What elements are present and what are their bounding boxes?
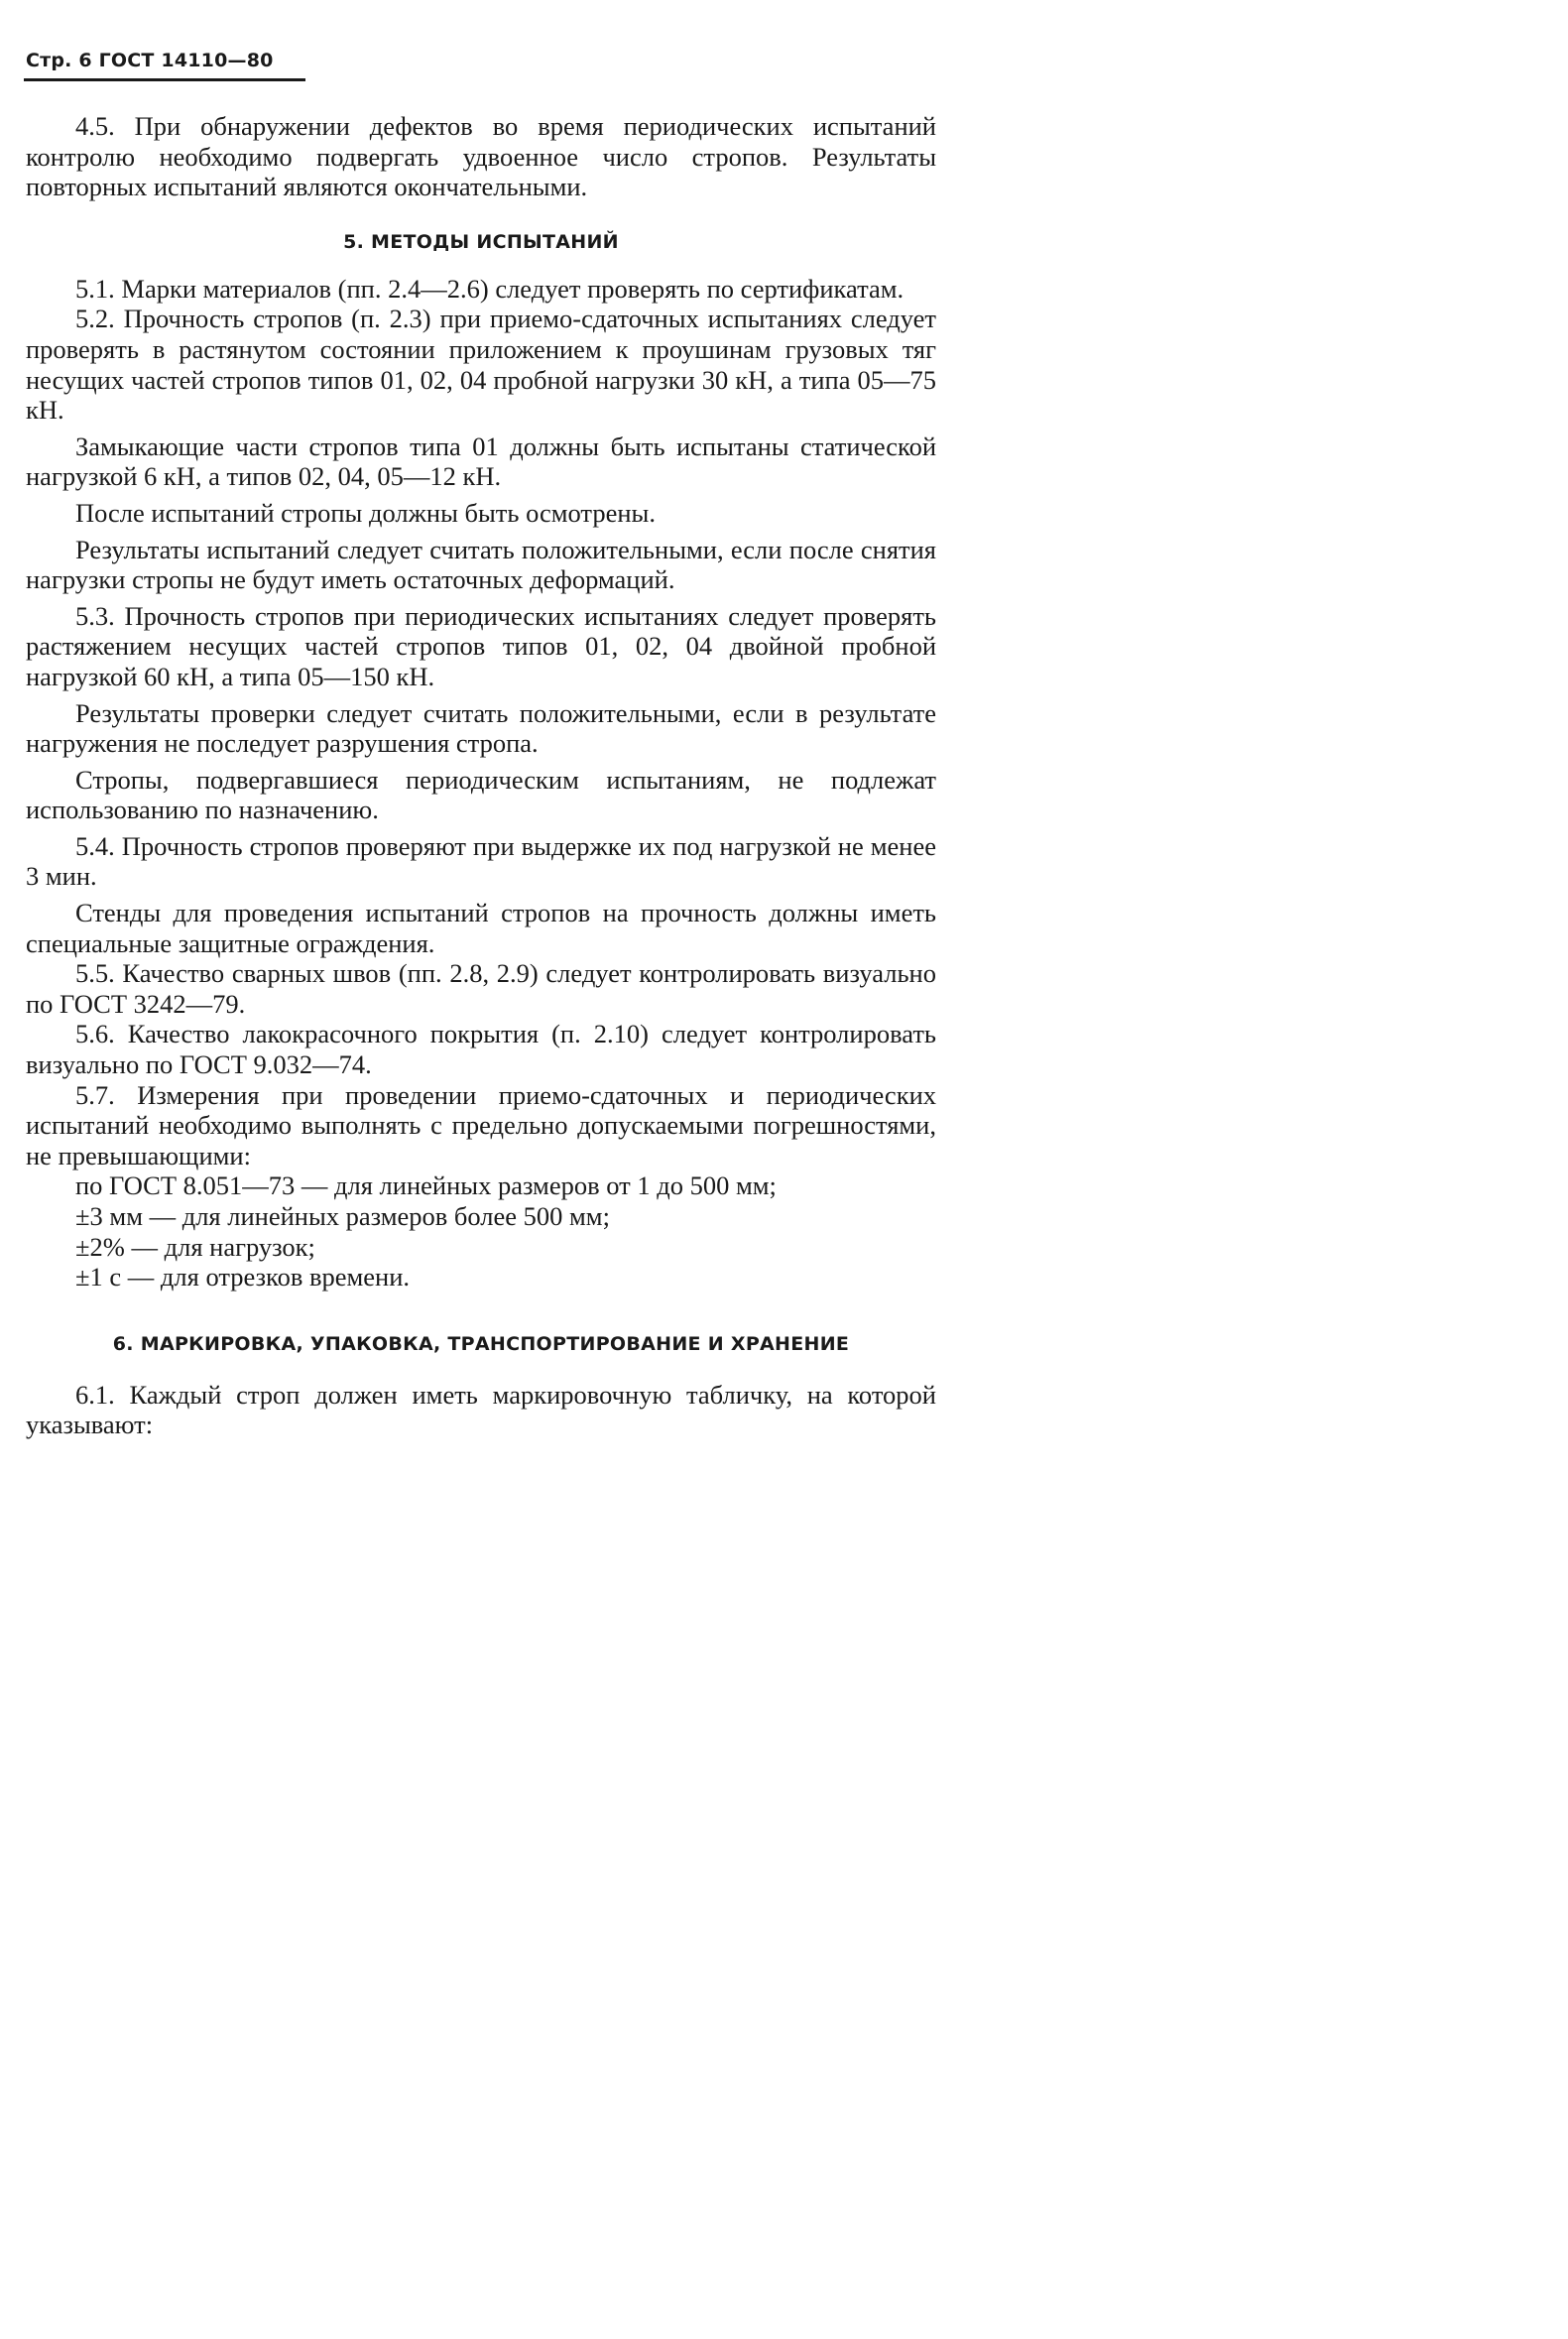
list-item-5-7-d: ±1 с — для отрезков времени. [75,1262,411,1293]
paragraph-5-3: 5.3. Прочность стропов при периодических испытаниях следует проверять растяжением несущих частей стропов типов 01, 02, 04 двойной пробной нагрузкой 60 кН, а типа 05—150 кН. [26,600,936,691]
paragraph-5-4: 5.4. Прочность стропов проверяют при выдержке их под нагрузкой не менее 3 мин. [26,830,936,892]
document-body [26,111,936,1440]
paragraph-4-5: 4.5. При обнаружении дефектов во время периодических испытаний контролю необходимо подвергать удвоенное число стропов. Результаты повторных испытаний являются окончательными. [26,111,936,202]
document-page [0,0,1045,1568]
paragraph-5-3-b: Результаты проверки следует считать положительными, если в результате нагружения не последует разрушения стропа. [26,697,936,759]
section-5-heading: 5. МЕТОДЫ ИСПЫТАНИЙ [343,230,619,253]
paragraph-5-5: 5.5. Качество сварных швов (пп. 2.8, 2.9) следует контролировать визуально по ГОСТ 3242—79. [26,958,936,1019]
paragraph-5-2-d: Результаты испытаний следует считать положительными, если после снятия нагрузки стропы не будут иметь остаточных деформаций. [26,534,936,595]
list-item-5-7-a: по ГОСТ 8.051—73 — для линейных размеров от 1 до 500 мм; [75,1170,777,1201]
paragraph-5-3-c: Стропы, подвергавшиеся периодическим испытаниям, не подлежат использованию по назначению. [26,764,936,825]
paragraph-5-1: 5.1. Марки материалов (пп. 2.4—2.6) следует проверять по сертификатам. [75,273,905,304]
paragraph-5-6: 5.6. Качество лакокрасочного покрытия (п. 2.10) следует контролировать визуально по ГОСТ 9.032—74. [26,1019,936,1080]
list-item-5-7-c: ±2% — для нагрузок; [75,1231,315,1262]
paragraph-5-2: 5.2. Прочность стропов (п. 2.3) при приемо-сдаточных испытаниях следует проверять в растянутом состоянии приложением к проушинам грузовых тяг несущих частей стропов типов 01, 02, 04 пробной нагрузки 30 кН, а типа 05—75 кН. [26,304,936,426]
list-item-5-7-b: ±3 мм — для линейных размеров более 500 мм; [75,1201,610,1231]
paragraph-6-1: 6.1. Каждый строп должен иметь маркировочную табличку, на которой указывают: [26,1379,936,1440]
header-rule [24,78,305,81]
paragraph-5-2-b: Замыкающие части стропов типа 01 должны быть испытаны статической нагрузкой 6 кН, а типов 02, 04, 05—12 кН. [26,431,936,492]
paragraph-5-4-b: Стенды для проведения испытаний стропов на прочность должны иметь специальные защитные ограждения. [26,898,936,958]
paragraph-5-2-c: После испытаний стропы должны быть осмотрены. [75,497,656,528]
page-header: Стр. 6 ГОСТ 14110—80 [26,50,274,71]
paragraph-5-7: 5.7. Измерения при проведении приемо-сдаточных и периодических испытаний необходимо выполнять с предельно допускаемыми погрешностями, не превышающими: [26,1079,936,1170]
section-6-heading: 6. МАРКИРОВКА, УПАКОВКА, ТРАНСПОРТИРОВАНИЕ И ХРАНЕНИЕ [112,1332,850,1355]
